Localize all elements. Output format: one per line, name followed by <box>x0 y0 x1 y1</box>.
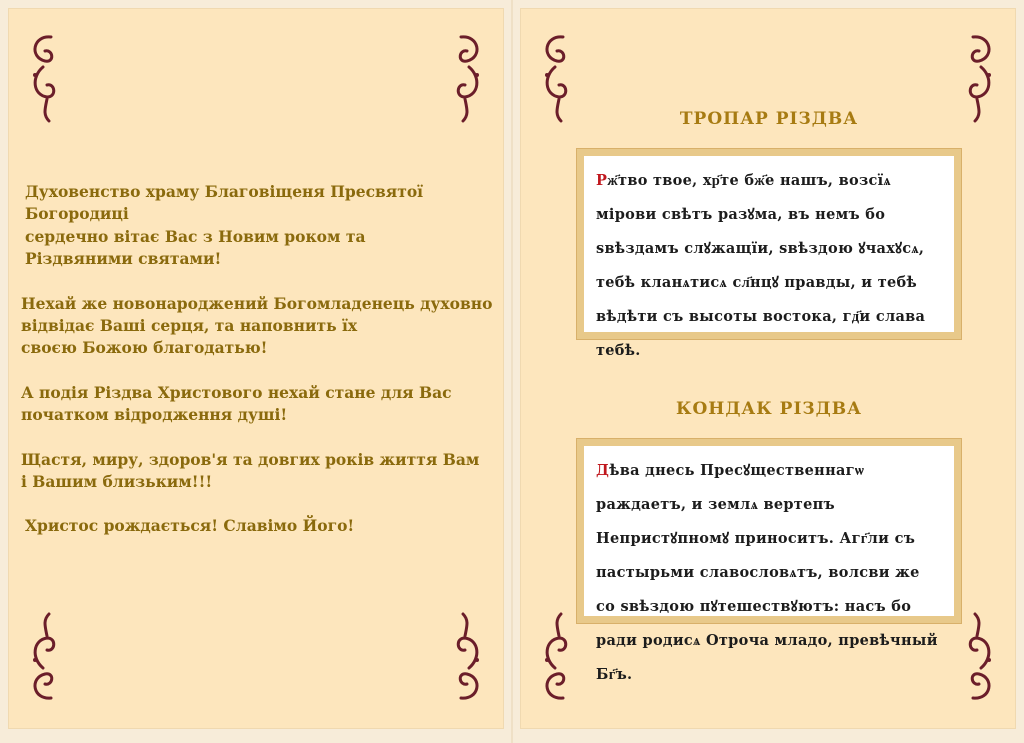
kontakion-text-box <box>577 439 961 683</box>
ornament-bottom-left-icon <box>21 612 65 708</box>
greeting-paragraph: Духовенство храму Благовіщеня Пресвятої Богородиці сердечно вітає Вас з Новим роком та Різдвяними святами! <box>25 182 424 269</box>
ornament-bottom-right-icon <box>959 612 1003 708</box>
left-page <box>8 8 504 729</box>
greeting-paragraph: А подія Різдва Христового нехай стане для Вас початком відродження душі! <box>21 382 452 425</box>
troparion-text-box <box>577 149 961 359</box>
troparion-title: ТРОПАР РІЗДВА <box>679 109 859 129</box>
troparion-drop-letter: Р <box>596 172 608 189</box>
ornament-bottom-right-icon <box>447 612 491 708</box>
page-divider <box>511 0 513 743</box>
right-page <box>520 8 1016 729</box>
kontakion-title: КОНДАК РІЗДВА <box>675 399 862 419</box>
greeting-paragraph: Щастя, миру, здоров'я та довгих років життя Вам і Вашим близьким!!! <box>21 449 480 492</box>
kontakion-drop-letter: Д <box>596 462 610 479</box>
ornament-top-right-icon <box>447 27 491 123</box>
ornament-bottom-left-icon <box>533 612 577 708</box>
greeting-text <box>21 181 499 560</box>
greeting-paragraph: Нехай же новонароджений Богомладенець духовно відвідає Ваші серця, та наповнить їх своєю Божою благодатью! <box>21 293 493 358</box>
ornament-top-left-icon <box>21 27 65 123</box>
troparion-text: ж҃тво твое, хр҃те бж҃е нашъ, возсїѧ мірови свѣтъ разꙋма, въ немъ бо ѕвѣздамъ слꙋжащїи, ѕвѣздою ꙋчахꙋсѧ, тебѣ кланѧтисѧ сл҃нцꙋ правды, и тебѣ вѣдѣти съ высоты востока, гд҃и слава тебѣ. <box>596 172 926 359</box>
greeting-paragraph: Христос рождається! Славімо Його! <box>25 516 355 536</box>
kontakion-text: ѣва днесь Пресꙋщественнагѡ раждаетъ, и землѧ вертепъ Непристꙋпномꙋ приноситъ. Агг҃ли съ пастырьми славословѧтъ, волсви же со ѕвѣздою пꙋтешествꙋютъ: насъ бо ради родисѧ Отроча младо, превѣчный Бг҃ъ. <box>596 462 938 683</box>
